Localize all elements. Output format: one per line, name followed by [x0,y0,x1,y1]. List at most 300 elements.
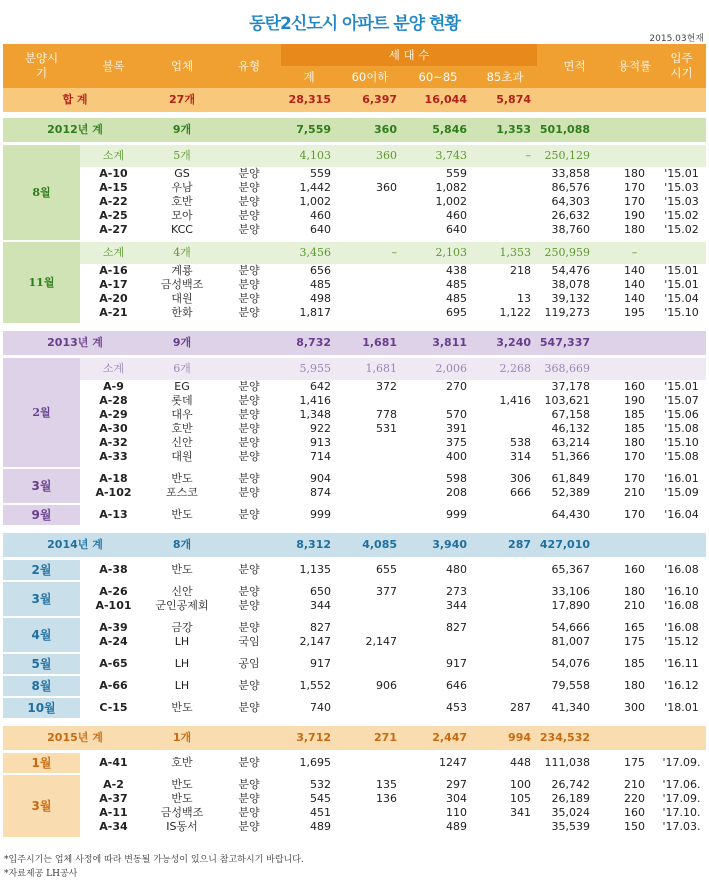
month-label: 5월 [3,654,80,674]
table-row [3,806,706,820]
table-row [3,560,706,580]
type-cell: 분양 [238,167,260,180]
month-label: 1월 [3,753,80,773]
company-cell: KCC [171,223,193,236]
type-cell: 분양 [238,278,260,291]
type-cell: 분양 [238,181,260,194]
move-in-cell: '15.02 [664,209,699,222]
year-total-companies: 9개 [172,123,192,136]
year-total-area: 234,532 [539,731,591,744]
total-cell: 485 [310,278,331,291]
block-cell: A-34 [99,820,128,833]
area-cell: 37,178 [551,380,591,393]
empty-cell [217,331,281,355]
area-cell: 81,007 [551,635,591,648]
header-type: 유형 [217,44,281,88]
company-cell: 대원 [171,450,193,463]
under60-cell [337,698,403,718]
table-row [3,676,706,696]
s60_85-cell: 110 [446,806,467,819]
far-cell: 300 [624,701,646,714]
table-row [3,422,706,436]
move-in-cell: '16.10 [664,585,699,598]
header-60-85: 60~85 [403,66,473,88]
far-cell: 190 [624,209,646,222]
subtotal-total: 5,955 [281,358,337,380]
company-cell: 롯데 [171,394,193,407]
table-row [3,792,706,806]
grand-total-label: 합 계 [62,93,88,106]
under60-cell [337,469,403,486]
type-cell: 분양 [238,209,260,222]
move-in-cell: '16.01 [664,472,699,485]
month-label: 3월 [3,582,80,616]
empty-cell [217,118,281,142]
empty-cell [217,358,281,380]
as-of-date: 2015.03현재 [649,34,704,44]
type-cell: 분양 [238,778,260,791]
block-cell: A-30 [99,422,128,435]
move-in-cell: '15.07 [664,394,699,407]
under60-cell [337,618,403,635]
under60-cell [337,223,403,240]
far-cell: 170 [624,195,646,208]
company-cell: 금성백조 [160,278,204,291]
company-cell: 반도 [171,701,193,714]
over85-cell: 666 [510,486,532,499]
year-total-companies: 1개 [172,731,192,744]
s60_85-cell: 570 [446,408,467,421]
area-cell: 64,430 [551,508,591,521]
table-row [3,775,706,792]
s60_85-cell: 453 [446,701,467,714]
s60_85-cell: 695 [446,306,467,319]
far-cell: 210 [624,778,646,791]
subtotal-over85: – [473,145,537,167]
month-label: 10월 [3,698,80,718]
area-cell: 33,858 [551,167,591,180]
company-cell: 호반 [171,422,193,435]
far-cell: 160 [624,380,646,393]
year-total-over85: 1,353 [496,123,532,136]
area-cell: 17,890 [551,599,591,612]
table-row [3,408,706,422]
subtotal-s60_85: 2,103 [403,242,473,264]
year-total-under60: 4,085 [362,538,397,551]
move-in-cell: '17.10. [662,806,701,819]
far-cell: 140 [624,278,646,291]
s60_85-cell: 646 [446,679,467,692]
over85-cell: 1,122 [499,306,532,319]
table-row [3,292,706,306]
empty-cell [612,331,657,355]
s60_85-cell: 208 [446,486,467,499]
table-row [3,450,706,467]
type-cell: 분양 [238,292,260,305]
type-cell: 국임 [238,635,260,648]
company-cell: 계룡 [171,264,193,277]
year-total-total: 7,559 [296,123,331,136]
move-in-cell: '15.10 [664,436,699,449]
header-sale-period: 분양시기 [3,44,80,88]
grand-total-companies: 27개 [169,93,195,106]
block-cell: A-11 [99,806,128,819]
block-cell: A-22 [99,195,128,208]
total-cell: 640 [310,223,331,236]
area-cell: 41,340 [551,701,591,714]
subtotal-move-in [657,358,706,380]
block-cell: A-28 [99,394,128,407]
move-in-cell: '15.02 [664,223,699,236]
move-in-cell: '15.01 [664,167,699,180]
under60-cell: 778 [376,408,397,421]
total-cell: 545 [310,792,331,805]
subtotal-companies: 6개 [147,358,217,380]
table-row [3,264,706,278]
block-cell: A-65 [99,657,128,670]
subtotal-row [3,358,706,380]
year-total-under60: 360 [374,123,397,136]
total-cell: 1,817 [299,306,331,319]
grand-total-under60: 6,397 [362,93,397,106]
block-cell: A-27 [99,223,128,236]
area-cell: 39,132 [551,292,591,305]
header-total: 계 [281,66,337,88]
company-cell: 신안 [171,436,193,449]
total-cell: 1,552 [299,679,331,692]
subtotal-move-in [657,145,706,167]
empty-cell [612,726,657,750]
table-row [3,167,706,181]
type-cell: 분양 [238,472,260,485]
company-cell: 호반 [171,756,193,769]
total-cell: 460 [310,209,331,222]
area-cell: 103,621 [544,394,591,407]
area-cell: 38,760 [551,223,591,236]
move-in-cell: '16.11 [664,657,699,670]
far-cell: 140 [624,292,646,305]
year-total-label: 2013년 계 [47,336,103,349]
block-cell: A-102 [95,486,132,499]
type-cell: 분양 [238,599,260,612]
far-cell: 180 [624,585,646,598]
empty-cell [657,726,706,750]
empty-cell [657,533,706,557]
total-cell: 1,416 [299,394,331,407]
empty-cell [612,533,657,557]
area-cell: 54,076 [551,657,591,670]
s60_85-cell: 559 [446,167,467,180]
under60-cell [337,806,403,820]
subtotal-over85: 1,353 [473,242,537,264]
type-cell: 분양 [238,679,260,692]
s60_85-cell: 344 [446,599,467,612]
s60_85-cell: 460 [446,209,467,222]
year-total-area: 501,088 [539,123,591,136]
move-in-cell: '15.01 [664,278,699,291]
move-in-cell: '15.03 [664,195,699,208]
area-cell: 79,558 [551,679,591,692]
type-cell: 분양 [238,508,260,521]
area-cell: 33,106 [551,585,591,598]
over85-cell [473,599,537,616]
company-cell: 포스코 [166,486,198,499]
block-cell: A-2 [103,778,124,791]
far-cell: 185 [624,657,646,670]
type-cell: 분양 [238,264,260,277]
year-total-s60_85: 5,846 [432,123,467,136]
under60-cell [337,292,403,306]
month-label: 8월 [3,145,80,240]
far-cell: 160 [624,806,646,819]
page-title: 동탄2신도시 아파트 분양 현황 [249,14,460,34]
under60-cell [337,820,403,837]
under60-cell [337,436,403,450]
area-cell: 52,389 [551,486,591,499]
total-cell: 913 [310,436,331,449]
total-cell: 740 [310,701,331,714]
subtotal-total: 3,456 [281,242,337,264]
year-total-area: 547,337 [539,336,591,349]
under60-cell: 372 [376,380,397,393]
type-cell: 분양 [238,563,260,576]
area-cell: 35,539 [551,820,591,833]
year-total-row [3,331,706,355]
empty-cell [217,242,281,264]
total-cell: 874 [310,486,331,499]
company-cell: LH [174,635,190,648]
total-cell: 1,695 [299,756,331,769]
over85-cell: 1,416 [499,394,532,407]
under60-cell [337,264,403,278]
total-cell: 827 [310,621,331,634]
total-cell: 498 [310,292,331,305]
table-row [3,394,706,408]
under60-cell [337,167,403,181]
far-cell: 185 [624,422,646,435]
block-cell: A-24 [99,635,128,648]
move-in-cell: '16.08 [664,599,699,612]
over85-cell: 13 [517,292,532,305]
table-body [3,88,706,839]
year-total-companies: 8개 [172,538,192,551]
company-cell: 금성백조 [160,806,204,819]
table-row [3,618,706,635]
type-cell: 분양 [238,756,260,769]
far-cell: 175 [624,756,646,769]
block-cell: A-41 [99,756,128,769]
total-cell: 451 [310,806,331,819]
subtotal-far: – [612,242,657,264]
subtotal-row [3,145,706,167]
area-cell: 46,132 [551,422,591,435]
year-total-area: 427,010 [539,538,591,551]
move-in-cell: '16.12 [664,679,699,692]
over85-cell: 538 [510,436,532,449]
block-cell: A-33 [99,450,128,463]
s60_85-cell: 391 [446,422,467,435]
type-cell: 분양 [238,394,260,407]
block-cell: A-21 [99,306,128,319]
grand-total-over85: 5,874 [496,93,532,106]
subtotal-s60_85: 2,006 [403,358,473,380]
type-cell: 분양 [238,436,260,449]
s60_85-cell: 917 [446,657,467,670]
total-cell: 344 [310,599,331,612]
over85-cell [473,167,537,181]
under60-cell [337,486,403,503]
under60-cell: 2,147 [365,635,397,648]
far-cell: 170 [624,472,646,485]
area-cell: 26,742 [551,778,591,791]
subtotal-row [3,242,706,264]
subtotal-companies: 4개 [147,242,217,264]
block-cell: A-15 [99,181,128,194]
far-cell: 180 [624,436,646,449]
move-in-cell: '17.09. [662,792,701,805]
total-cell: 559 [310,167,331,180]
type-cell: 분양 [238,408,260,421]
table-row [3,698,706,718]
move-in-cell: '15.03 [664,181,699,194]
table-row [3,635,706,652]
over85-cell: 218 [510,264,532,277]
total-cell: 714 [310,450,331,463]
table-row [3,306,706,323]
table-row [3,380,706,394]
total-cell: 489 [310,820,331,833]
block-cell: A-26 [99,585,128,598]
year-total-label: 2015년 계 [47,731,103,744]
month-label: 3월 [3,775,80,837]
company-cell: LH [174,679,190,692]
s60_85-cell: 400 [446,450,467,463]
far-cell: 170 [624,450,646,463]
total-cell: 1,442 [299,181,331,194]
over85-cell [473,195,537,209]
s60_85-cell: 480 [446,563,467,576]
s60_85-cell: 640 [446,223,467,236]
area-cell: 38,078 [551,278,591,291]
area-cell: 35,024 [551,806,591,819]
month-label: 2월 [3,358,80,467]
area-cell: 119,273 [544,306,591,319]
total-cell: 1,002 [299,195,331,208]
month-label: 9월 [3,505,80,525]
table-row [3,820,706,837]
move-in-cell: '15.06 [664,408,699,421]
move-in-cell: '15.09 [664,486,699,499]
area-cell: 54,476 [551,264,591,277]
month-label: 2월 [3,560,80,580]
move-in-cell: '16.08 [664,621,699,634]
area-cell: 67,158 [551,408,591,421]
under60-cell: 136 [376,792,397,805]
table-row [3,181,706,195]
under60-cell [337,450,403,467]
subtotal-under60: 360 [337,145,403,167]
area-cell: 65,367 [551,563,591,576]
area-cell: 51,366 [551,450,591,463]
type-cell: 분양 [238,195,260,208]
header-under60: 60이하 [337,66,403,88]
far-cell: 190 [624,394,646,407]
total-cell: 904 [310,472,331,485]
block-cell: A-32 [99,436,128,449]
over85-cell: 306 [510,472,532,485]
far-cell: 165 [624,621,646,634]
year-total-over85: 3,240 [496,336,532,349]
header-move-in: 입주시기 [657,44,706,88]
s60_85-cell: 297 [446,778,467,791]
area-cell: 61,849 [551,472,591,485]
over85-cell [473,654,537,674]
under60-cell [337,306,403,323]
block-cell: A-39 [99,621,128,634]
subtotal-area: 250,129 [537,145,612,167]
far-cell: 170 [624,508,646,521]
table-row [3,582,706,599]
total-cell: 642 [310,380,331,393]
over85-cell: 105 [510,792,532,805]
block-cell: A-20 [99,292,128,305]
far-cell: 180 [624,167,646,180]
empty-cell [657,118,706,142]
empty-cell [612,118,657,142]
under60-cell [337,753,403,773]
subtotal-total: 4,103 [281,145,337,167]
far-cell: 180 [624,679,646,692]
company-cell: 금강 [171,621,193,634]
over85-cell: 448 [510,756,532,769]
month-label: 11월 [3,242,80,323]
table-row [3,195,706,209]
company-cell: EG [174,380,190,393]
area-cell: 63,214 [551,436,591,449]
block-cell: A-25 [99,209,128,222]
table-row [3,654,706,674]
company-cell: IS동서 [166,820,198,833]
company-cell: GS [174,167,190,180]
area-cell: 54,666 [551,621,591,634]
table-row [3,209,706,223]
company-cell: 대원 [171,292,193,305]
type-cell: 분양 [238,306,260,319]
over85-cell [473,380,537,394]
total-cell: 656 [310,264,331,277]
subtotal-far [612,145,657,167]
area-cell: 26,189 [551,792,591,805]
year-total-companies: 9개 [172,336,192,349]
company-cell: 호반 [171,195,193,208]
total-cell: 532 [310,778,331,791]
under60-cell [337,505,403,525]
over85-cell [473,408,537,422]
type-cell: 분양 [238,820,260,833]
grand-total-total: 28,315 [288,93,331,106]
type-cell: 분양 [238,621,260,634]
far-cell: 185 [624,408,646,421]
company-cell: LH [174,657,190,670]
empty-cell [217,145,281,167]
s60_85-cell: 273 [446,585,467,598]
company-cell: 군인공제회 [155,599,209,612]
block-cell: A-101 [95,599,132,612]
far-cell: 210 [624,486,646,499]
under60-cell: 360 [376,181,397,194]
far-cell: 150 [624,820,646,833]
subtotal-label: 소계 [80,242,147,264]
